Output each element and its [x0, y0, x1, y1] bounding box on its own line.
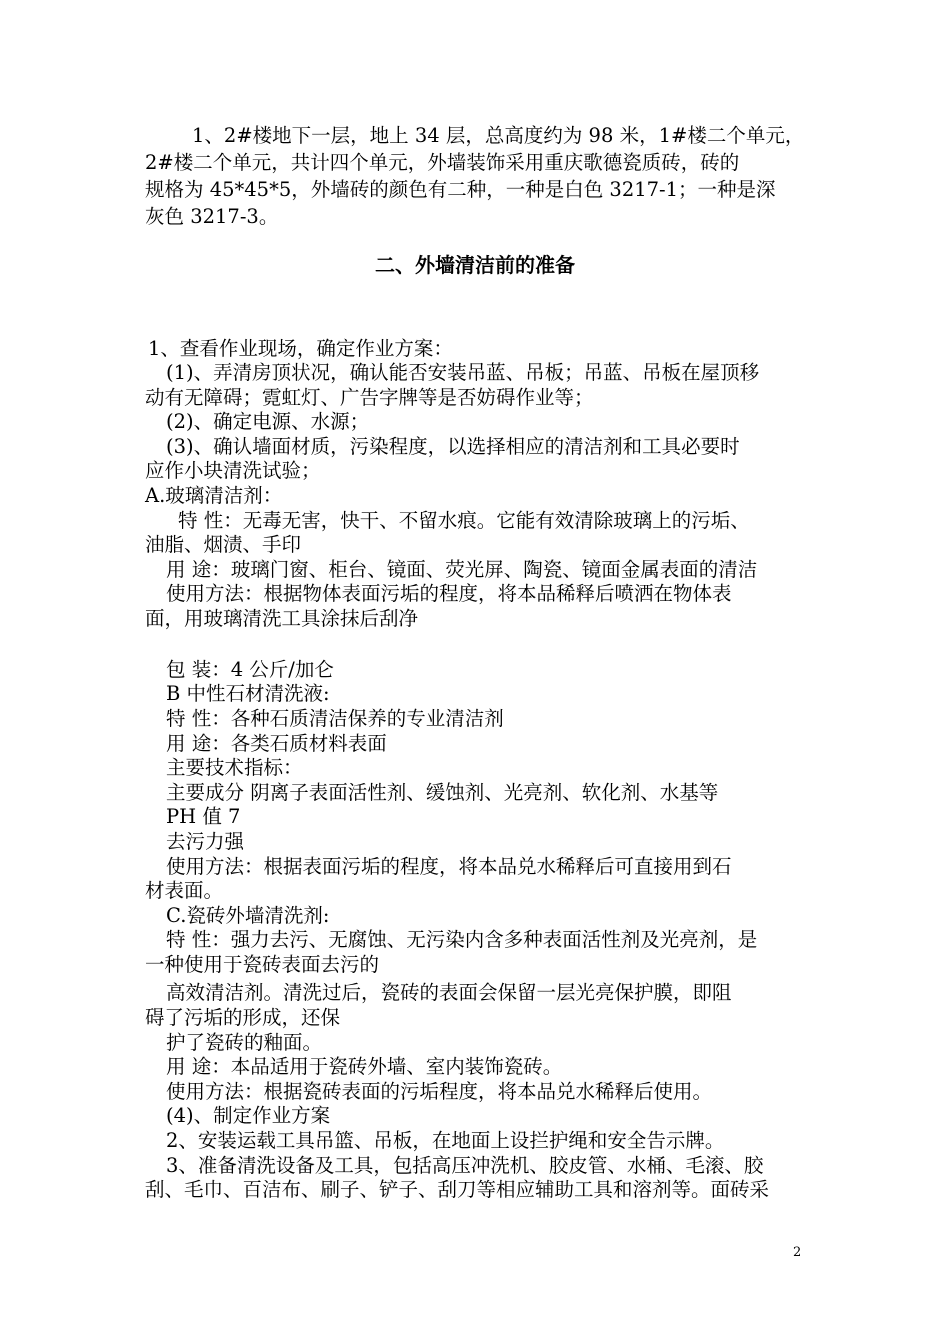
section-heading: 二、外墙清洁前的准备 — [375, 253, 575, 277]
body-line: 用 途：玻璃门窗、柜台、镜面、荧光屏、陶瓷、镜面金属表面的清洁 — [166, 558, 758, 581]
body-line: C.瓷砖外墙清洗剂: — [166, 904, 330, 927]
body-line: B 中性石材清洗液: — [166, 682, 330, 705]
body-line: 1、查看作业现场，确定作业方案： — [148, 337, 453, 360]
body-line: (2)、确定电源、水源； — [166, 410, 370, 433]
body-line: 用 途：各类石质材料表面 — [166, 732, 387, 755]
body-line: 主要成分 阴离子表面活性剂、缓蚀剂、光亮剂、软化剂、水基等 — [166, 781, 719, 804]
body-line: 用 途：本品适用于瓷砖外墙、室内装饰瓷砖。 — [166, 1055, 563, 1078]
body-line: 使用方法：根据瓷砖表面的污垢程度，将本品兑水稀释后使用。 — [166, 1080, 713, 1103]
body-line: 使用方法：根据物体表面污垢的程度，将本品稀释后喷洒在物体表 — [166, 582, 732, 605]
body-line: 应作小块清洗试验； — [145, 459, 321, 482]
body-line: 动有无障碍；霓虹灯、广告字牌等是否妨碍作业等； — [145, 386, 594, 409]
body-line: 碍了污垢的形成，还保 — [145, 1006, 341, 1029]
body-line: 一种使用于瓷砖表面去污的 — [145, 953, 380, 976]
body-line: 特 性：无毒无害，快干、不留水痕。它能有效清除玻璃上的污垢、 — [178, 509, 750, 532]
body-line: 材表面。 — [145, 879, 224, 902]
body-line: 油脂、烟渍、手印 — [145, 533, 302, 556]
body-line: PH 值 7 — [166, 805, 241, 828]
body-line: 包 装：4 公斤/加仑 — [166, 658, 334, 681]
body-line: 面，用玻璃清洗工具涂抹后刮净 — [145, 607, 419, 630]
body-line: 特 性：强力去污、无腐蚀、无污染内含多种表面活性剂及光亮剂，是 — [166, 928, 758, 951]
body-line: 高效清洁剂。清洗过后，瓷砖的表面会保留一层光亮保护膜，即阻 — [166, 981, 732, 1004]
body-line: 3、准备清洗设备及工具，包括高压冲洗机、胶皮管、水桶、毛滚、胶 — [166, 1154, 764, 1177]
intro-line-3: 规格为 45*45*5，外墙砖的颜色有二种，一种是白色 3217-1；一种是深 — [145, 178, 776, 201]
body-line: 护了瓷砖的釉面。 — [166, 1031, 323, 1054]
body-line: 使用方法：根据表面污垢的程度，将本品兑水稀释后可直接用到石 — [166, 855, 732, 878]
intro-line-2: 2#楼二个单元，共计四个单元，外墙装饰采用重庆歌德瓷质砖，砖的 — [145, 151, 740, 174]
body-line: 特 性：各种石质清洁保养的专业清洁剂 — [166, 707, 504, 730]
intro-line-4: 灰色 3217-3。 — [145, 205, 279, 228]
page-number: 2 — [793, 1245, 802, 1260]
body-line: A.玻璃清洁剂： — [145, 484, 283, 507]
body-line: 2、安装运载工具吊篮、吊板，在地面上设拦护绳和安全告示牌。 — [166, 1129, 725, 1152]
body-line: (4)、制定作业方案 — [166, 1104, 331, 1127]
body-line: 去污力强 — [166, 830, 245, 853]
body-line: (3)、确认墙面材质，污染程度，以选择相应的清洁剂和工具必要时 — [166, 435, 740, 458]
body-line: (1)、弄清房顶状况，确认能否安装吊蓝、吊板；吊蓝、吊板在屋顶移 — [166, 361, 760, 384]
body-line: 刮、毛巾、百洁布、刷子、铲子、刮刀等相应辅助工具和溶剂等。面砖采 — [145, 1178, 770, 1201]
body-line: 主要技术指标： — [166, 756, 303, 779]
intro-line-1: 1、2#楼地下一层，地上 34 层，总高度约为 98 米，1#楼二个单元， — [192, 124, 805, 147]
